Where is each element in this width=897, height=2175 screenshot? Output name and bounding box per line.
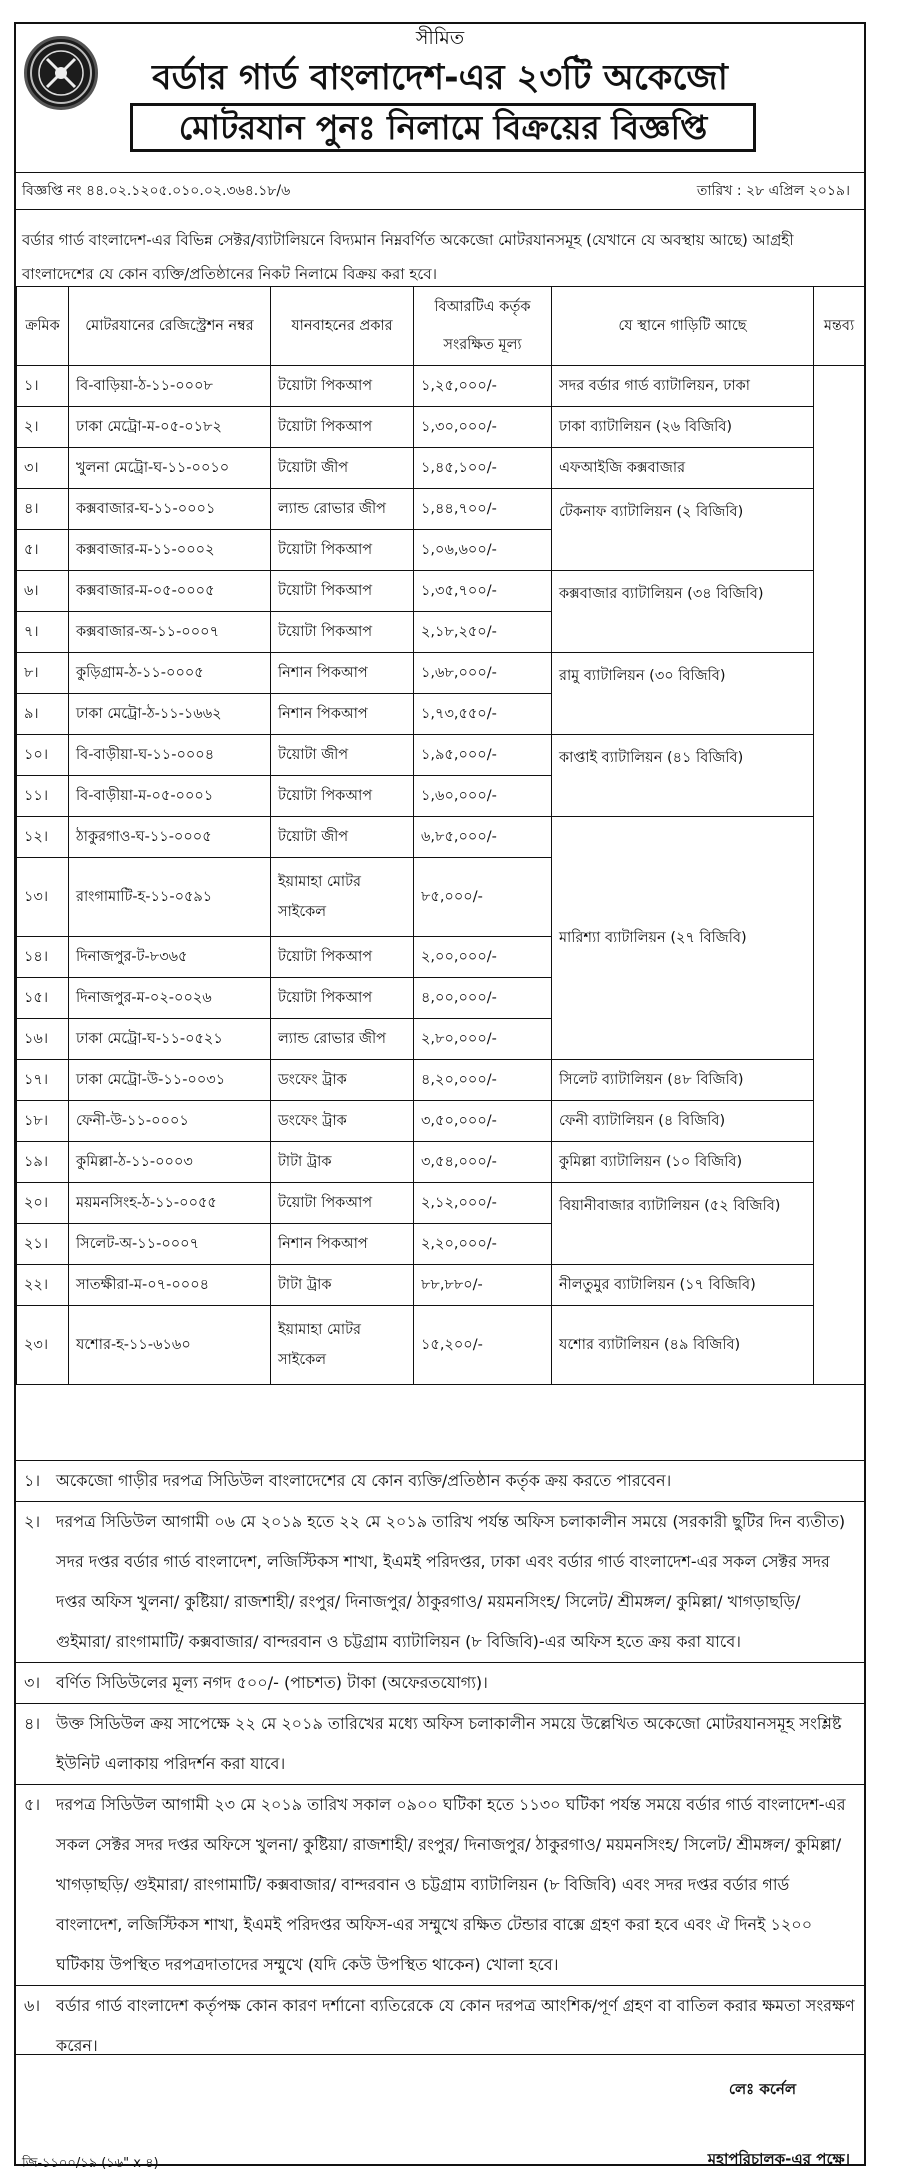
cell-registration: বি-বাড়ীয়া-ঘ-১১-০০০৪ [69, 735, 271, 776]
table-row [17, 1060, 865, 1101]
cell-serial: ২৩। [17, 1306, 69, 1385]
cell-price: ১,২৫,০০০/- [414, 366, 552, 407]
term-item [16, 1703, 864, 1784]
cell-registration: কক্সবাজার-ঘ-১১-০০০১ [69, 489, 271, 530]
cell-price: ১,৬০,০০০/- [414, 776, 552, 817]
header-registration: মোটরযানের রেজিস্ট্রেশন নম্বর [69, 287, 271, 366]
cell-location: ফেনী ব্যাটালিয়ন (৪ বিজিবি) [552, 1101, 814, 1142]
term-item [16, 1662, 864, 1703]
cell-serial: ৬। [17, 571, 69, 612]
cell-price: ৮৮,৮৮০/- [414, 1265, 552, 1306]
header-remarks: মন্তব্য [814, 287, 865, 366]
cell-registration: ঢাকা মেট্রো-ঠ-১১-১৬৬২ [69, 694, 271, 735]
cell-serial: ১০। [17, 735, 69, 776]
term-number: ৩। [24, 1673, 41, 1692]
terms-list [16, 1460, 864, 2055]
table-row [17, 817, 865, 858]
cell-location: বিয়ানীবাজার ব্যাটালিয়ন (৫২ বিজিবি) [552, 1183, 814, 1265]
cell-price: ১,৪৪,৭০০/- [414, 489, 552, 530]
cell-location: এফআইজি কক্সবাজার [552, 448, 814, 489]
table-row [17, 735, 865, 776]
cell-price: ১,৪৫,১০০/- [414, 448, 552, 489]
reference-number: বিজ্ঞপ্তি নং ৪৪.০২.১২০৫.০১০.০২.৩৬৪.১৮/৬ [22, 183, 291, 199]
cell-price: ৪,২০,০০০/- [414, 1060, 552, 1101]
cell-registration: বি-বাড়িয়া-ঠ-১১-০০০৮ [69, 366, 271, 407]
table-row [17, 1101, 865, 1142]
cell-vehicle-type: ল্যান্ড রোভার জীপ [271, 489, 414, 530]
header-serial: ক্রমিক [17, 287, 69, 366]
cell-vehicle-type: নিশান পিকআপ [271, 694, 414, 735]
cell-serial: ৩। [17, 448, 69, 489]
term-number: ১। [24, 1471, 41, 1490]
cell-location: রামু ব্যাটালিয়ন (৩০ বিজিবি) [552, 653, 814, 735]
cell-serial: ৯। [17, 694, 69, 735]
cell-serial: ৪। [17, 489, 69, 530]
cell-registration: কুড়িগ্রাম-ঠ-১১-০০০৫ [69, 653, 271, 694]
cell-vehicle-type: ডংফেং ট্রাক [271, 1101, 414, 1142]
cell-serial: ১৬। [17, 1019, 69, 1060]
cell-price: ৩,৫৪,০০০/- [414, 1142, 552, 1183]
term-text: বর্ডার গার্ড বাংলাদেশ কর্তৃপক্ষ কোন কারণ দর্শানো ব্যতিরেকে যে কোন দরপত্র আংশিক/পূর্ণ গ্রহণ বা বাতিল করার ক্ষমতা সংরক্ষণ করেন। [56, 1996, 855, 2055]
term-text: অকেজো গাড়ীর দরপত্র সিডিউল বাংলাদেশের যে কোন ব্যক্তি/প্রতিষ্ঠান কর্তৃক ক্রয় করতে পারবেন। [56, 1471, 672, 1490]
cell-serial: ১৩। [17, 858, 69, 937]
cell-registration: ঠাকুরগাও-ঘ-১১-০০০৫ [69, 817, 271, 858]
cell-vehicle-type: টয়োটা পিকআপ [271, 571, 414, 612]
intro-paragraph: বর্ডার গার্ড বাংলাদেশ-এর বিভিন্ন সেক্টর/ব্যাটালিয়নে বিদ্যমান নিম্নবর্ণিত অকেজো মোটরযানসমূহ (যেখানে যে অবস্থায় আছে) আগ্রহী বাংলাদেশের যে কোন ব্যক্তি/প্রতিষ্ঠানের নিকট নিলামে বিক্রয় করা হবে। [22, 231, 794, 283]
cell-serial: ২। [17, 407, 69, 448]
cell-serial: ২১। [17, 1224, 69, 1265]
signatory-rank: লেঃ কর্নেল [728, 2080, 796, 2098]
vehicle-table-body [17, 366, 865, 1385]
notice-subtitle: মোটরযান পুনঃ নিলামে বিক্রয়ের বিজ্ঞপ্তি [130, 103, 756, 152]
cell-vehicle-type: নিশান পিকআপ [271, 653, 414, 694]
term-number: ৬। [24, 1996, 41, 2015]
term-item [16, 1784, 864, 1985]
cell-location: যশোর ব্যাটালিয়ন (৪৯ বিজিবি) [552, 1306, 814, 1385]
cell-registration: যশোর-হ-১১-৬১৬০ [69, 1306, 271, 1385]
term-text: দরপত্র সিডিউল আগামী ০৬ মে ২০১৯ হতে ২২ মে ২০১৯ তারিখ পর্যন্ত অফিস চলাকালীন সময়ে (সরকারী ছুটির দিন ব্যতীত) সদর দপ্তর বর্ডার গার্ড বাংলাদেশ, লজিস্টিকস শাখা, ইএমই পরিদপ্তর, ঢাকা এবং বর্ডার গার্ড বাংলাদেশ-এর সকল সেক্টর সদর দপ্তর অফিস খুলনা/ কুষ্টিয়া/ রাজশাহী/ রংপুর/ দিনাজপুর/ ঠাকুরগাও/ ময়মনসিংহ/ সিলেট/ শ্রীমঙ্গল/ কুমিল্লা/ খাগড়াছড়ি/ গুইমারা/ রাংগামাটি/ কক্সবাজার/ বান্দরবান ও চট্টগ্রাম ব্যাটালিয়ন (৮ বিজিবি)-এর অফিস হতে ক্রয় করা যাবে। [56, 1512, 846, 1651]
cell-location: মারিশ্যা ব্যাটালিয়ন (২৭ বিজিবি) [552, 817, 814, 1060]
cell-registration: দিনাজপুর-ট-৮৩৬৫ [69, 937, 271, 978]
cell-registration: সাতক্ষীরা-ম-০৭-০০০৪ [69, 1265, 271, 1306]
cell-registration: ঢাকা মেট্রো-ম-০৫-০১৮২ [69, 407, 271, 448]
cell-registration: কক্সবাজার-ম-১১-০০০২ [69, 530, 271, 571]
cell-price: ১৫,২০০/- [414, 1306, 552, 1385]
table-row [17, 653, 865, 694]
cell-serial: ৮। [17, 653, 69, 694]
cell-registration: ঢাকা মেট্রো-ঘ-১১-০৫২১ [69, 1019, 271, 1060]
cell-vehicle-type: টয়োটা পিকআপ [271, 978, 414, 1019]
cell-vehicle-type: টাটা ট্রাক [271, 1142, 414, 1183]
cell-registration: বি-বাড়ীয়া-ম-০৫-০০০১ [69, 776, 271, 817]
notice-title: বর্ডার গার্ড বাংলাদেশ-এর ২৩টি অকেজো [152, 58, 728, 98]
cell-price: ২,০০,০০০/- [414, 937, 552, 978]
table-row [17, 1183, 865, 1224]
cell-price: ১,০৬,৬০০/- [414, 530, 552, 571]
cell-location: কুমিল্লা ব্যাটালিয়ন (১০ বিজিবি) [552, 1142, 814, 1183]
cell-price: ৩,৫০,০০০/- [414, 1101, 552, 1142]
header-location: যে স্থানে গাড়িটি আছে [552, 287, 814, 366]
cell-serial: ২০। [17, 1183, 69, 1224]
cell-vehicle-type: টয়োটা পিকআপ [271, 937, 414, 978]
cell-price: ২,১৮,২৫০/- [414, 612, 552, 653]
cell-price: ১,৩০,০০০/- [414, 407, 552, 448]
cell-price: ১,৬৮,০০০/- [414, 653, 552, 694]
table-row [17, 366, 865, 407]
table-row [17, 489, 865, 530]
cell-serial: ১৮। [17, 1101, 69, 1142]
cell-location: টেকনাফ ব্যাটালিয়ন (২ বিজিবি) [552, 489, 814, 571]
vehicle-table [16, 286, 865, 1385]
cell-price: ২,৮০,০০০/- [414, 1019, 552, 1060]
cell-serial: ১৭। [17, 1060, 69, 1101]
table-row [17, 448, 865, 489]
cell-price: ২,২০,০০০/- [414, 1224, 552, 1265]
cell-location: কক্সবাজার ব্যাটালিয়ন (৩৪ বিজিবি) [552, 571, 814, 653]
cell-vehicle-type: টাটা ট্রাক [271, 1265, 414, 1306]
cell-price: ৮৫,০০০/- [414, 858, 552, 937]
cell-vehicle-type: ইয়ামাহা মোটর সাইকেল [271, 858, 414, 937]
term-text: বর্ণিত সিডিউলের মূল্য নগদ ৫০০/- (পাচশত) টাকা (অফেরতযোগ্য)। [56, 1673, 488, 1692]
table-row [17, 1306, 865, 1385]
cell-serial: ১২। [17, 817, 69, 858]
term-item [16, 1985, 864, 2066]
term-item [16, 1501, 864, 1662]
cell-vehicle-type: টয়োটা জীপ [271, 448, 414, 489]
cell-price: ২,১২,০০০/- [414, 1183, 552, 1224]
cell-price: ১,৯৫,০০০/- [414, 735, 552, 776]
cell-serial: ১৫। [17, 978, 69, 1019]
cell-registration: দিনাজপুর-ম-০২-০০২৬ [69, 978, 271, 1019]
cell-registration: কক্সবাজার-ম-০৫-০০০৫ [69, 571, 271, 612]
cell-vehicle-type: টয়োটা পিকআপ [271, 407, 414, 448]
cell-registration: কক্সবাজার-অ-১১-০০০৭ [69, 612, 271, 653]
term-item [16, 1460, 864, 1501]
cell-registration: ফেনী-উ-১১-০০০১ [69, 1101, 271, 1142]
cell-price: ৪,০০,০০০/- [414, 978, 552, 1019]
signatory-behalf: মহাপরিচালক-এর পক্ষে। [707, 2150, 850, 2168]
table-row [17, 571, 865, 612]
cell-serial: ১৯। [17, 1142, 69, 1183]
cell-serial: ১। [17, 366, 69, 407]
table-header-row [17, 287, 865, 366]
cell-registration: ময়মনসিংহ-ঠ-১১-০০৫৫ [69, 1183, 271, 1224]
cell-location: সদর বর্ডার গার্ড ব্যাটালিয়ন, ঢাকা [552, 366, 814, 407]
cell-vehicle-type: ডংফেং ট্রাক [271, 1060, 414, 1101]
cell-serial: ৭। [17, 612, 69, 653]
cell-registration: ঢাকা মেট্রো-উ-১১-০০৩১ [69, 1060, 271, 1101]
cell-serial: ২২। [17, 1265, 69, 1306]
cell-registration: রাংগামাটি-হ-১১-০৫৯১ [69, 858, 271, 937]
notice-page [14, 22, 866, 2171]
cell-vehicle-type: টয়োটা জীপ [271, 735, 414, 776]
cell-serial: ৫। [17, 530, 69, 571]
cell-price: ১,৭৩,৫৫০/- [414, 694, 552, 735]
cell-location: নীলতুমুর ব্যাটালিয়ন (১৭ বিজিবি) [552, 1265, 814, 1306]
cell-serial: ১৪। [17, 937, 69, 978]
table-row [17, 1142, 865, 1183]
cell-vehicle-type: ল্যান্ড রোভার জীপ [271, 1019, 414, 1060]
cell-location: কাপ্তাই ব্যাটালিয়ন (৪১ বিজিবি) [552, 735, 814, 817]
cell-vehicle-type: টয়োটা পিকআপ [271, 366, 414, 407]
cell-vehicle-type: টয়োটা জীপ [271, 817, 414, 858]
term-text: দরপত্র সিডিউল আগামী ২৩ মে ২০১৯ তারিখ সকাল ০৯০০ ঘটিকা হতে ১১৩০ ঘটিকা পর্যন্ত সময়ে বর্ডার গার্ড বাংলাদেশ-এর সকল সেক্টর সদর দপ্তর অফিসে খুলনা/ কুষ্টিয়া/ রাজশাহী/ রংপুর/ দিনাজপুর/ ঠাকুরগাও/ ময়মনসিংহ/ সিলেট/ শ্রীমঙ্গল/ কুমিল্লা/ খাগড়াছড়ি/ গুইমারা/ রাংগামাটি/ কক্সবাজার/ বান্দরবান ও চট্টগ্রাম ব্যাটালিয়ন (৮ বিজিবি) এবং সদর দপ্তর বর্ডার গার্ড বাংলাদেশ, লজিস্টিকস শাখা, ইএমই পরিদপ্তর অফিস-এর সম্মুখে রক্ষিত টেন্ডার বাক্সে গ্রহণ করা হবে এবং ঐ দিনই ১২০০ ঘটিকায় উপস্থিত দরপত্রদাতাদের সম্মুখে (যদি কেউ উপস্থিত থাকেন) খোলা হবে। [56, 1795, 846, 1974]
cell-vehicle-type: টয়োটা পিকআপ [271, 776, 414, 817]
cell-price: ৬,৮৫,০০০/- [414, 817, 552, 858]
cell-registration: কুমিল্লা-ঠ-১১-০০০৩ [69, 1142, 271, 1183]
term-text: উক্ত সিডিউল ক্রয় সাপেক্ষে ২২ মে ২০১৯ তারিখের মধ্যে অফিস চলাকালীন সময়ে উল্লেখিত অকেজো মোটরযানসমূহ সংশ্লিষ্ট ইউনিট এলাকায় পরিদর্শন করা যাবে। [56, 1714, 842, 1773]
reference-line [16, 172, 864, 210]
cell-registration: সিলেট-অ-১১-০০০৭ [69, 1224, 271, 1265]
table-row [17, 407, 865, 448]
cell-vehicle-type: টয়োটা পিকআপ [271, 1183, 414, 1224]
cell-vehicle-type: ইয়ামাহা মোটর সাইকেল [271, 1306, 414, 1385]
term-number: ২। [24, 1512, 41, 1531]
header-price: বিআরটিএ কর্তৃক সংরক্ষিত মূল্য [414, 287, 552, 366]
table-row [17, 1265, 865, 1306]
term-number: ৫। [24, 1795, 41, 1814]
header-vehicle-type: যানবাহনের প্রকার [271, 287, 414, 366]
restricted-label: সীমিত [415, 27, 465, 49]
cell-location: ঢাকা ব্যাটালিয়ন (২৬ বিজিবি) [552, 407, 814, 448]
cell-registration: খুলনা মেট্রো-ঘ-১১-০০১০ [69, 448, 271, 489]
cell-vehicle-type: নিশান পিকআপ [271, 1224, 414, 1265]
cell-vehicle-type: টয়োটা পিকআপ [271, 612, 414, 653]
footer-code: জি-১১০০/১৯ (১৬" x ৪) [22, 2156, 159, 2171]
cell-vehicle-type: টয়োটা পিকআপ [271, 530, 414, 571]
notice-date: তারিখ : ২৮ এপ্রিল ২০১৯। [696, 183, 850, 199]
term-number: ৪। [24, 1714, 41, 1733]
cell-price: ১,৩৫,৭০০/- [414, 571, 552, 612]
cell-location: সিলেট ব্যাটালিয়ন (৪৮ বিজিবি) [552, 1060, 814, 1101]
cell-serial: ১১। [17, 776, 69, 817]
cell-remarks [814, 366, 865, 1385]
